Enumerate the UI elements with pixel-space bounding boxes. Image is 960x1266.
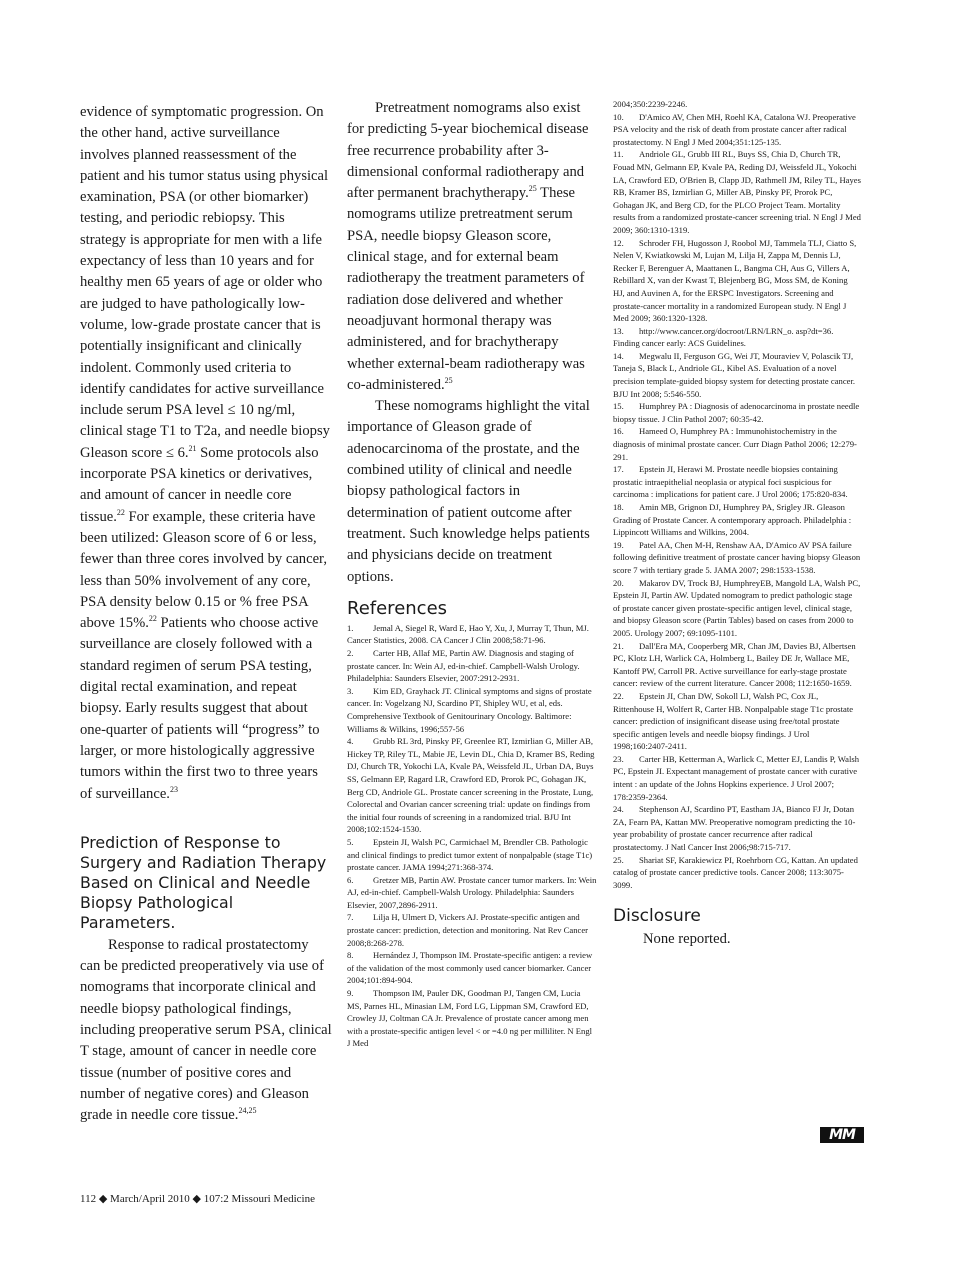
reference-number: 14.	[613, 350, 624, 361]
reference-item	[347, 987, 597, 1050]
reference-item	[613, 400, 861, 425]
reference-number: 1.	[347, 622, 354, 633]
reference-number: 24.	[613, 804, 624, 815]
reference-text: Carter HB, Allaf ME, Partin AW. Diagnosis and staging of prostate cancer. In: Wein AJ, ed-in-chief. Campbell-Walsh Urology. Philadelphia: Saunders Elsevier, 2007:2912-2931.	[347, 648, 580, 684]
reference-text: Lilja H, Ulmert D, Vickers AJ. Prostate-specific antigen and prostate cancer: prediction, detection and monitoring. Nat Rev Cancer 2008;8:268-278.	[347, 912, 589, 948]
reference-item	[347, 836, 597, 874]
reference-number: 9.	[347, 988, 354, 999]
reference-number: 2.	[347, 648, 354, 659]
reference-number: 23.	[613, 753, 624, 764]
reference-item	[613, 148, 861, 236]
reference-text: Epstein JI, Chan DW, Sokoll LJ, Walsh PC, Cox JL, Rittenhouse H, Wolfert R, Carter HB. Nonpalpable stage T1c prostate cancer: prediction of insignificant disease using free/total prostate specific antigen levels and needle biopsy findings. J Urol 1998;160:2407-2411.	[613, 690, 854, 752]
reference-text: Patel AA, Chen M-H, Renshaw AA, D'Amico AV PSA failure following definitive treatment of prostate cancer having biopsy Gleason score 7 with tertiary grade 5. JAMA 2007; 298:1533-1538.	[613, 539, 861, 575]
page-footer: 112 ◆ March/April 2010 ◆ 107:2 Missouri Medicine	[80, 1193, 315, 1205]
references-title: References	[347, 597, 448, 619]
reference-number: 16.	[613, 426, 624, 437]
reference-text: Humphrey PA : Diagnosis of adenocarcinoma in prostate needle biopsy tissue. J Clin Pathol 2007; 60:35-42.	[613, 401, 860, 424]
reference-text: Gretzer MB, Partin AW. Prostate cancer tumor markers. In: Wein AJ, ed-in-chief. Campbell-Walsh Urology. Philadelphia: Saunders Elsevier, 2007,2896-2911.	[347, 874, 597, 910]
reference-items-col3	[613, 111, 861, 892]
disclosure-title: Disclosure	[613, 906, 701, 927]
reference-item	[613, 640, 861, 690]
reference-text: D'Amico AV, Chen MH, Roehl KA, Catalona WJ. Preoperative PSA velocity and the risk of death from prostate cancer after radical prostatectomy. N Engl J Med 2004;351:125-135.	[613, 111, 856, 147]
reference-item	[347, 911, 597, 949]
reference-number: 17.	[613, 464, 624, 475]
disclosure-text: None reported.	[643, 931, 731, 948]
reference-item	[613, 577, 861, 640]
reference-text: Hernández J, Thompson IM. Prostate-specific antigen: a review of the validation of the most commonly used cancer biomarker. Cancer 2004;101:894-904.	[347, 950, 593, 986]
reference-number: 11.	[613, 149, 624, 160]
reference-number: 15.	[613, 401, 624, 412]
missouri-medicine-logo: MM	[820, 1127, 864, 1143]
reference-item	[347, 735, 597, 836]
reference-text: http://www.cancer.org/docroot/LRN/LRN_o. asp?dt=36. Finding cancer early: ACS Guidelines.	[613, 325, 834, 349]
column-1	[80, 102, 332, 1126]
reference-number: 10.	[613, 111, 624, 122]
reference-item	[347, 647, 597, 685]
reference-number: 12.	[613, 237, 624, 248]
reference-item	[613, 237, 861, 325]
reference-list-col2	[347, 622, 597, 1050]
reference-number: 22.	[613, 690, 624, 701]
reference-text: Andriole GL, Grubb III RL, Buys SS, Chia D, Church TR, Fouad MN, Gelmann EP, Kvale PA, Reding DJ, Weissfeld JL, Yokochi LA, Crawford ED, O'Brien B, Clapp JD, Rathmell JM, Riley TL, Hayes RB, Kramer BS, Izmirlian G, Miller AB, Pinsky PF, Prorok PC, Gohagan JK, and Berg CD, for the PLCO Project Team. Mortality results from a randomized prostate-cancer screening trial. N Engl J Med 2009; 360:1310-1319.	[613, 149, 861, 235]
column-2	[347, 98, 597, 1050]
reference-number: 13.	[613, 325, 624, 336]
reference-number: 25.	[613, 854, 624, 865]
reference-text: Hameed O, Humphrey PA : Immunohistochemistry in the diagnosis of minimal prostate cancer. Curr Diagn Pathol 2006; 12:279-291.	[613, 426, 857, 462]
reference-9-continued: 2004;350:2239-2246.	[613, 99, 688, 109]
reference-number: 5.	[347, 836, 354, 847]
paragraph-radical-prostatectomy: Response to radical prostatectomy can be predicted preoperatively via use of nomograms that incorporate clinical and needle biopsy pathological findings, including preoperative serum PSA, clinical T stage, amount of cancer in needle core tissue (number of positive cores and number of negative cores) and Gleason grade in needle core tissue.$^{24,25}$	[80, 936, 332, 1124]
reference-item	[613, 539, 861, 577]
reference-text: Dall'Era MA, Cooperberg MR, Chan JM, Davies BJ, Albertsen PC, Klotz LH, Warlick CA, Holmberg L, Bailey DE Jr, Wallace ME, Kantoff PW, Carroll PR. Active surveillance for early-stage prostate cancer: review of the current literature. Cancer 2008; 112:1650-1659.	[613, 640, 856, 689]
reference-item	[347, 685, 597, 735]
reference-item	[613, 854, 861, 892]
reference-number: 18.	[613, 502, 624, 512]
reference-number: 3.	[347, 685, 354, 696]
reference-item	[613, 690, 861, 753]
reference-item	[613, 425, 861, 463]
reference-text: Kim ED, Grayhack JT. Clinical symptoms and signs of prostate cancer. In: Vogelzang NJ, Scardino PT, Shipley WU, et al, eds. Comprehensive Textbook of Genitourinary Oncology. Baltimore: Williams & Wilkins, 1996;557-56	[347, 685, 592, 734]
reference-item	[613, 111, 861, 149]
reference-text: Stephenson AJ, Scardino PT, Eastham JA, Bianco FJ Jr, Dotan ZA, Fearn PA, Kattan MW. Preoperative nomogram predicting the 10-year probability of prostate cancer recurrence after radical prostatectomy. J Natl Cancer Inst 2006;98:715-717.	[613, 804, 856, 853]
reference-item	[347, 622, 597, 647]
reference-text: Epstein JI, Walsh PC, Carmichael M, Brendler CB. Pathologic and clinical findings to predict tumor extent of nonpalpable (stage T1c) prostate cancer. JAMA 1994;271:368-374.	[347, 836, 593, 873]
reference-list-col3	[613, 98, 861, 891]
section-heading-prediction: Prediction of Response to Surgery and Radiation Therapy Based on Clinical and Needle Biopsy Pathological Parameters.	[80, 832, 327, 932]
paragraph-pretreatment-nomograms: Pretreatment nomograms also exist for predicting 5-year biochemical disease free recurrence probability after 3-dimensional conformal radiotherapy and after permanent brachytherapy.$^{25}$ These nomograms utilize pretreatment serum PSA, needle biopsy Gleason score, clinical stage, and for external beam radiotherapy the treatment parameters of radiation dose delivered and whether neoadjuvant hormonal therapy was administered, and for brachytherapy whether external-beam radiotherapy was co-administered.$^{25}$	[347, 100, 589, 393]
reference-text: Epstein JI, Herawi M. Prostate needle biopsies containing prostatic intraepithelial neoplasia or atypical foci suspicious for carcinoma : implications for patient care. J Urol 2006; 175:820-834.	[613, 464, 848, 500]
reference-text: Carter HB, Ketterman A, Warlick C, Metter EJ, Landis P, Walsh PC, Epstein JI. Expectant management of prostate cancer with curative intent : an update of the Johns Hopkins experience. J Urol 2007; 178:2359-2364.	[613, 753, 860, 802]
reference-item	[613, 803, 861, 853]
reference-number: 21.	[613, 640, 624, 651]
reference-text: Amin MB, Grignon DJ, Humphrey PA, Srigley JR. Gleason Grading of Prostate Cancer. A contemporary approach. Philadelphia : Lippincott Williams and Wilkins, 2004.	[613, 502, 852, 538]
reference-item	[613, 350, 861, 400]
reference-item	[613, 501, 861, 539]
reference-text: Grubb RL 3rd, Pinsky PF, Greenlee RT, Izmirlian G, Miller AB, Hickey TP, Riley TL, Mabie JE, Levin DL, Chia D, Kramer BS, Reding DJ, Church TR, Yokochi LA, Kvale PA, Weissfeld JL, Urban DA, Buys SS, Gelmann EP, Ragard LR, Crawford ED, Prorok PC, Gohagan JK, Berg CD, Andriole GL. Prostate cancer screening in the Prostate, Lung, Colorectal and Ovarian cancer screening trial: update on findings from the initial four rounds of screening in a randomized trial. BJU Int 2008;102:1524-1530.	[347, 736, 595, 835]
reference-item	[613, 325, 861, 350]
reference-text: Schroder FH, Hugosson J, Roobol MJ, Tammela TLJ, Ciatto S, Nelen V, Kwiatkowski M, Lujan M, Lilja H, Zappa M, Dennis LJ, Recker F, Berenguer A, Maattanen L, Bangma CH, Aus G, Villers A, Rebillard X, van der Kwast T, Blejenberg BG, Moss SM, de Koning HJ, and Auvinen A, for the ERSPC Investigators. Screening and prostate-cancer mortality in a randomized European study. N Engl J Med 2009; 360:1320-1328.	[613, 237, 857, 324]
column-3	[613, 98, 861, 949]
reference-item	[347, 949, 597, 987]
reference-number: 20.	[613, 577, 624, 588]
paragraph-active-surveillance: evidence of symptomatic progression. On the other hand, active surveillance involves planned reassessment of the patient and his tumor status using physical examination, PSA (or other biomarker) testing, and periodic rebiopsy. This strategy is appropriate for men with a life expectancy of less than 10 years and for healthy men 65 years of age or older who are judged to have pathologically low-volume, low-grade prostate cancer that is potentially insignificant and clinically indolent. Commonly used criteria to identify candidates for active surveillance include serum PSA level ≤ 10 ng/ml, clinical stage T1 to T2a, and needle biopsy Gleason score ≤ 6.21 Some protocols also incorporate PSA kinetics or derivatives, and amount of cancer in needle core tissue.$^{22}$ For example, these criteria have been utilized: Gleason score of 6 or less, fewer than three cores involved by cancer, less than 50% involvement of any core, PSA density below 0.15 or % free PSA above 15%.$^{22}$ Patients who choose active surveillance are closely followed with a standard regimen of serum PSA testing, digital rectal examination, and repeat biopsy. Early results suggest that about one-quarter of patients will “progress” to larger, or more histologically aggressive tumors within the first two to three years of surveillance.$^{23}$	[80, 104, 330, 802]
reference-item	[613, 753, 861, 803]
reference-text: Makarov DV, Trock BJ, HumphreyEB, Mangold LA, Walsh PC, Epstein JI, Partin AW. Updated nomogram to predict pathologic stage of prostate cancer given prostate-specific antigen level, clinical stage, and biopsy Gleason score (Partin Tables) based on cases from 2000 to 2005. Urology 2007; 69:1095-1101.	[613, 577, 861, 638]
reference-item	[613, 463, 861, 501]
reference-number: 19.	[613, 539, 624, 550]
reference-text: Jemal A, Siegel R, Ward E, Hao Y, Xu, J, Murray T, Thun, MJ. Cancer Statistics, 2008. CA Cancer J Clin 2008;58:71-96.	[347, 622, 589, 646]
reference-number: 8.	[347, 950, 354, 961]
reference-number: 6.	[347, 874, 354, 885]
reference-item	[347, 874, 597, 912]
reference-text: Thompson IM, Pauler DK, Goodman PJ, Tangen CM, Lucia MS, Parnes HL, Minasian LM, Ford LG, Lippman SM, Crawford ED, Crowley JJ, Coltman CA Jr. Prevalence of prostate cancer among men with a prostate-specific antigen level < or =4.0 ng per milliliter. N Engl J Med	[347, 988, 593, 1049]
reference-text: Megwalu II, Ferguson GG, Wei JT, Mouraviev V, Polascik TJ, Taneja S, Black L, Andriole GL, Kibel AS. Evaluation of a novel precision template-guided biopsy system for detecting prostate cancer. BJU Int 2008; 5:546-550.	[613, 350, 855, 399]
reference-number: 4.	[347, 736, 354, 747]
reference-number: 7.	[347, 912, 354, 923]
reference-text: Shariat SF, Karakiewicz PI, Roehrborn CG, Kattan. An updated catalog of prostate cancer predictive tools. Cancer 2008; 113:3075-3099.	[613, 854, 858, 890]
paragraph-nomograms-highlight: These nomograms highlight the vital importance of Gleason grade of adenocarcinoma of the prostate, and the combined utility of clinical and needle biopsy pathological factors in determination of patient outcome after treatment. Such knowledge helps patients and physicians decide on treatment options.	[347, 398, 590, 585]
